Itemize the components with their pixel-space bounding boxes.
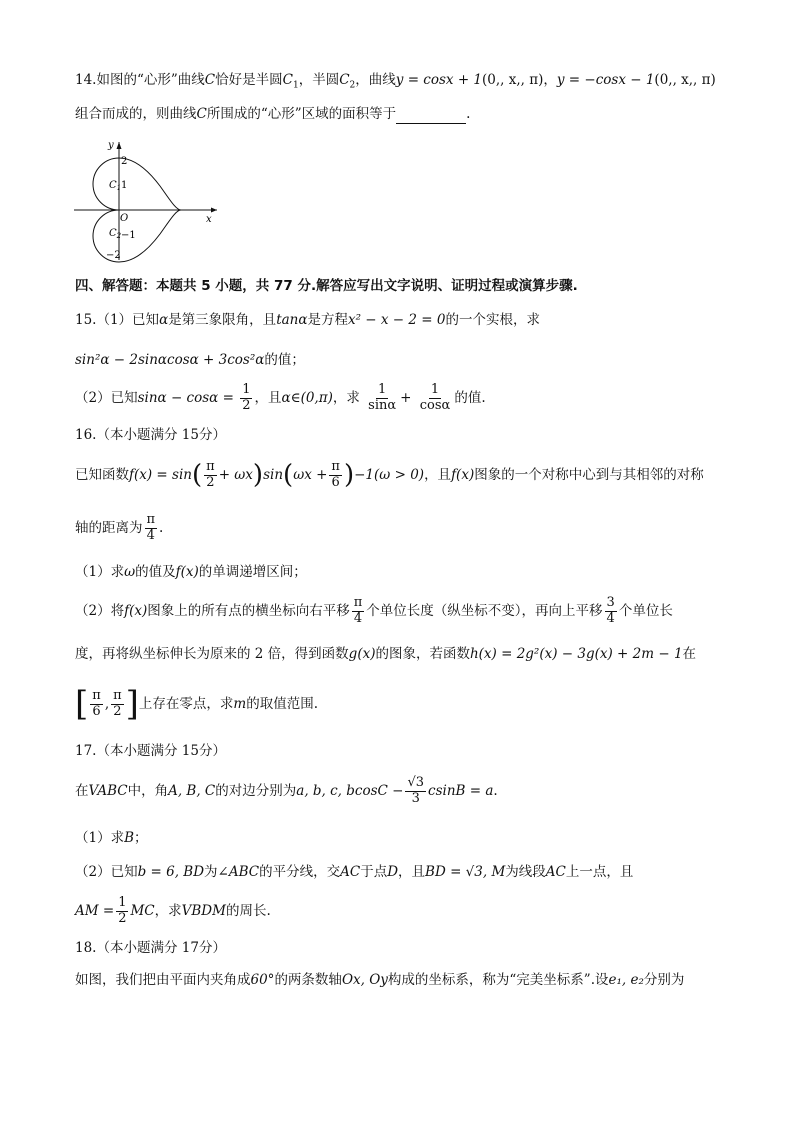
q16-part-2-line-1: （2）将f(x)图象上的所有点的横坐标向右平移 $\frac{\pi}{4}$ 个单位长度（纵坐标不变），再向上平移 $\frac{3}{4}$ 个单位长 [75,595,673,626]
tick-minus-1: −1 [121,230,136,241]
fraction-1-over-cos: $\frac{1}{\cos\alpha}$ [419,382,451,413]
q17-title: 17.（本小题满分 15分） [75,743,226,759]
q15-line-2: sin²α − 2sinαcosα + 3cos²α的值； [75,352,305,368]
x-axis-arrow [211,208,217,213]
fraction-half: $\frac{1}{2}$ [242,382,251,413]
y-axis-label: y [108,140,114,151]
q18-line-1: 如图，我们把由平面内夹角成60°的两条数轴Ox, Oy构成的坐标系，称为“完美坐标系”.设e₁, e₂分别为 [75,972,685,988]
q16-line-2: 轴的距离为 $\frac{\pi}{4}$ . [75,512,164,543]
q15-line-3: （2）已知sinα − cosα = $\frac{1}{2}$ ，且α∈(0,π)，求 $\frac{1}{\sin\alpha}$ + $\frac{1}{\cos\alpha}$ 的值. [75,382,486,413]
q16-part-1: （1）求ω的值及f(x)的单调递增区间； [75,564,307,580]
q18-title: 18.（本小题满分 17分） [75,940,226,956]
q15-line-1: 15.（1）已知α是第三象限角，且tanα是方程x² − x − 2 = 0的一个实根，求 [75,312,540,328]
q17-line-1: 在VABC中，角A, B, C的对边分别为a, b, c, bcosC − $\frac{√3}{3}$ csinB = a. [75,775,498,806]
tick-2: 2 [121,156,128,167]
q16-line-1: 已知函数f(x) = sin( $\frac{\pi}{2}$ + ωx)sin(ωx + $\frac{\pi}{6}$ )−1(ω > 0)，且f(x)图象的一个对称中心到与其相邻的对称 [75,459,704,491]
q16-part-2-line-2: 度，再将纵坐标伸长为原来的 2 倍，得到函数g(x)的图象，若函数h(x) = 2g²(x) − 3g(x) + 2m − 1在 [75,646,697,662]
q14-line-2: 组合而成的，则曲线C所围成的“心形”区域的面积等于 . [75,106,471,122]
q16-part-2-line-3: [ $\frac{\pi}{6}$ , $\frac{\pi}{2}$ ]上存在零点，求m的取值范围. [75,684,319,724]
q14-line-1: 14.如图的“心形”曲线C恰好是半圆$C_1$，半圆$C_2$，曲线y = cosx + 1(0,, x,, π)，y = −cosx − 1(0,, x,, π) [75,72,716,91]
q17-part-2-line-2: AM = $\frac{1}{2}$ MC，求VBDM的周长. [75,895,271,926]
fraction-1-over-sin: $\frac{1}{\sin\alpha}$ [368,382,397,413]
section-4-heading: 四、解答题：本题共 5 小题，共 77 分.解答应写出文字说明、证明过程或演算步骤. [75,278,578,294]
q17-part-1: （1）求B； [75,830,148,846]
y-axis-arrow [117,142,122,149]
c2-label: $C_2$ [109,228,122,240]
q17-part-2-line-1: （2）已知b = 6, BD为∠ABC的平分线，交AC于点D，且BD = √3, M为线段AC上一点，且 [75,864,634,880]
tick-minus-2: −2 [106,250,121,261]
answer-blank [396,109,466,124]
c1-label: $C_1$ [109,180,122,192]
x-axis-label: x [206,214,212,225]
tick-1: 1 [121,180,128,191]
q16-title: 16.（本小题满分 15分） [75,427,226,443]
heart-curve-figure [72,138,222,263]
origin-label: O [120,213,129,224]
curve-cos-plus-1 [119,158,181,210]
